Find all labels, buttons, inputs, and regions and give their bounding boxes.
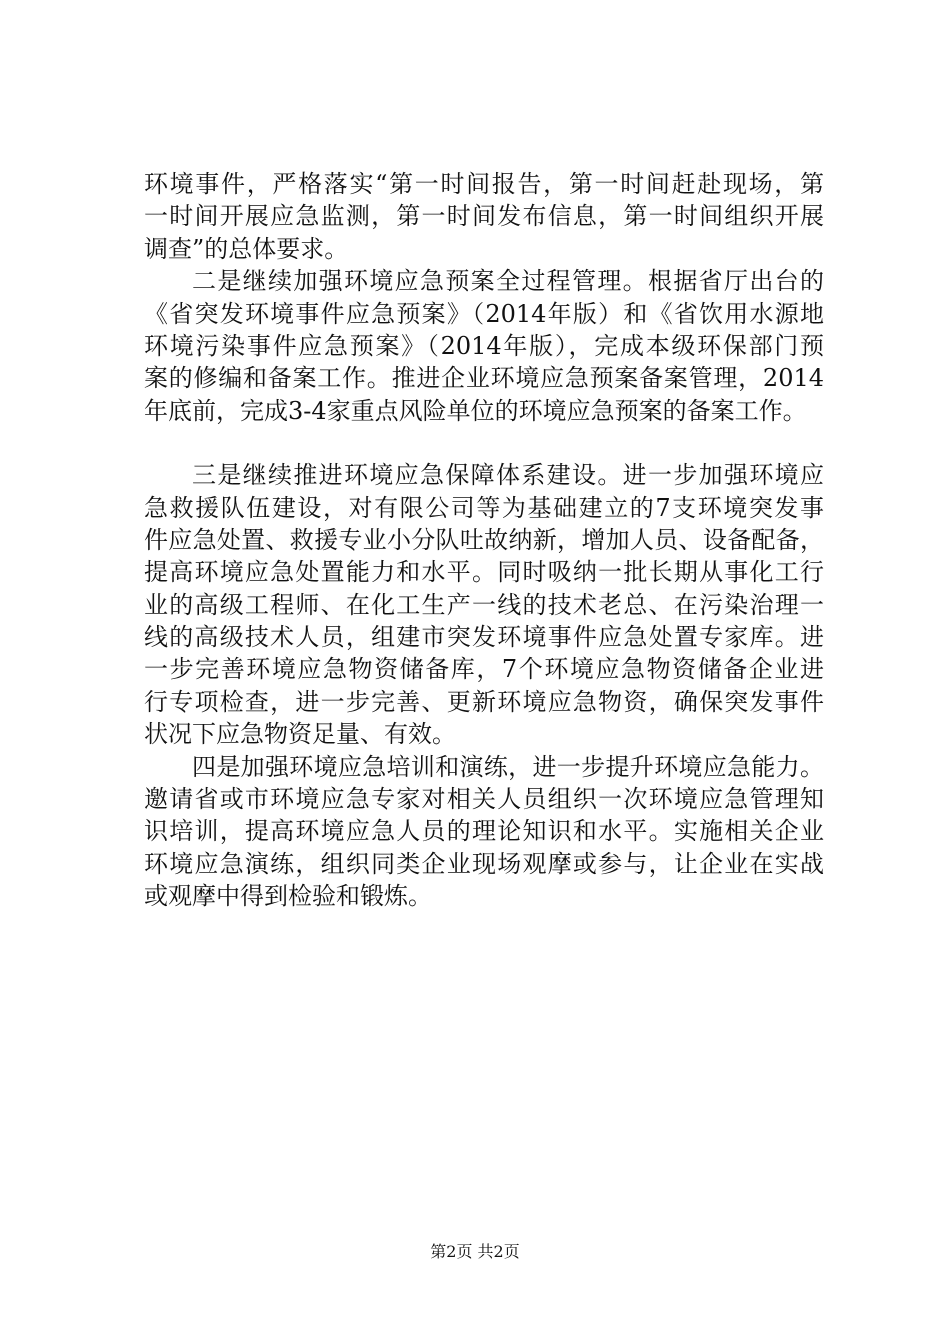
text-line: 业的高级工程师、在化工生产一线的技术老总、在污染治理一 xyxy=(144,590,824,619)
text-line: 提高环境应急处置能力和水平。同时吸纳一批长期从事化工行 xyxy=(144,558,824,587)
text-line: 调查”的总体要求。 xyxy=(144,234,349,263)
text-line: 案的修编和备案工作。推进企业环境应急预案备案管理，2014 xyxy=(144,364,824,393)
text-line: 环境事件，严格落实“第一时间报告，第一时间赶赴现场，第 xyxy=(144,170,824,198)
text-line: 件应急处置、救援专业小分队吐故纳新，增加人员、设备配备， xyxy=(144,525,824,554)
text-line: 一步完善环境应急物资储备库，7个环境应急物资储备企业进 xyxy=(144,655,824,684)
text-line: 二是继续加强环境应急预案全过程管理。根据省厅出台的 xyxy=(192,267,824,296)
text-line: 或观摩中得到检验和锻炼。 xyxy=(144,882,432,911)
text-line: 年底前，完成3-4家重点风险单位的环境应急预案的备案工作。 xyxy=(144,396,807,425)
page-footer: 第2页 共2页 xyxy=(430,1242,520,1261)
text-line: 四是加强环境应急培训和演练，进一步提升环境应急能力。 xyxy=(192,752,824,781)
text-line: 环境污染事件应急预案》（2014年版），完成本级环保部门预 xyxy=(144,331,824,360)
text-line: 环境应急演练，组织同类企业现场观摩或参与，让企业在实战 xyxy=(144,849,824,878)
text-line: 线的高级技术人员，组建市突发环境事件应急处置专家库。进 xyxy=(144,623,824,652)
text-line: 行专项检查，进一步完善、更新环境应急物资，确保突发事件 xyxy=(144,687,824,716)
text-line: 状况下应急物资足量、有效。 xyxy=(144,720,456,749)
text-line: 邀请省或市环境应急专家对相关人员组织一次环境应急管理知 xyxy=(144,785,824,814)
document-body xyxy=(144,168,824,913)
paragraph-gap xyxy=(144,427,824,459)
text-line: 三是继续推进环境应急保障体系建设。进一步加强环境应 xyxy=(192,461,824,490)
text-line: 《省突发环境事件应急预案》（2014年版）和《省饮用水源地 xyxy=(144,299,824,328)
text-line: 一时间开展应急监测，第一时间发布信息，第一时间组织开展 xyxy=(144,202,824,231)
text-line: 识培训，提高环境应急人员的理论知识和水平。实施相关企业 xyxy=(144,817,824,846)
text-line: 急救援队伍建设，对有限公司等为基础建立的7支环境突发事 xyxy=(144,493,824,522)
